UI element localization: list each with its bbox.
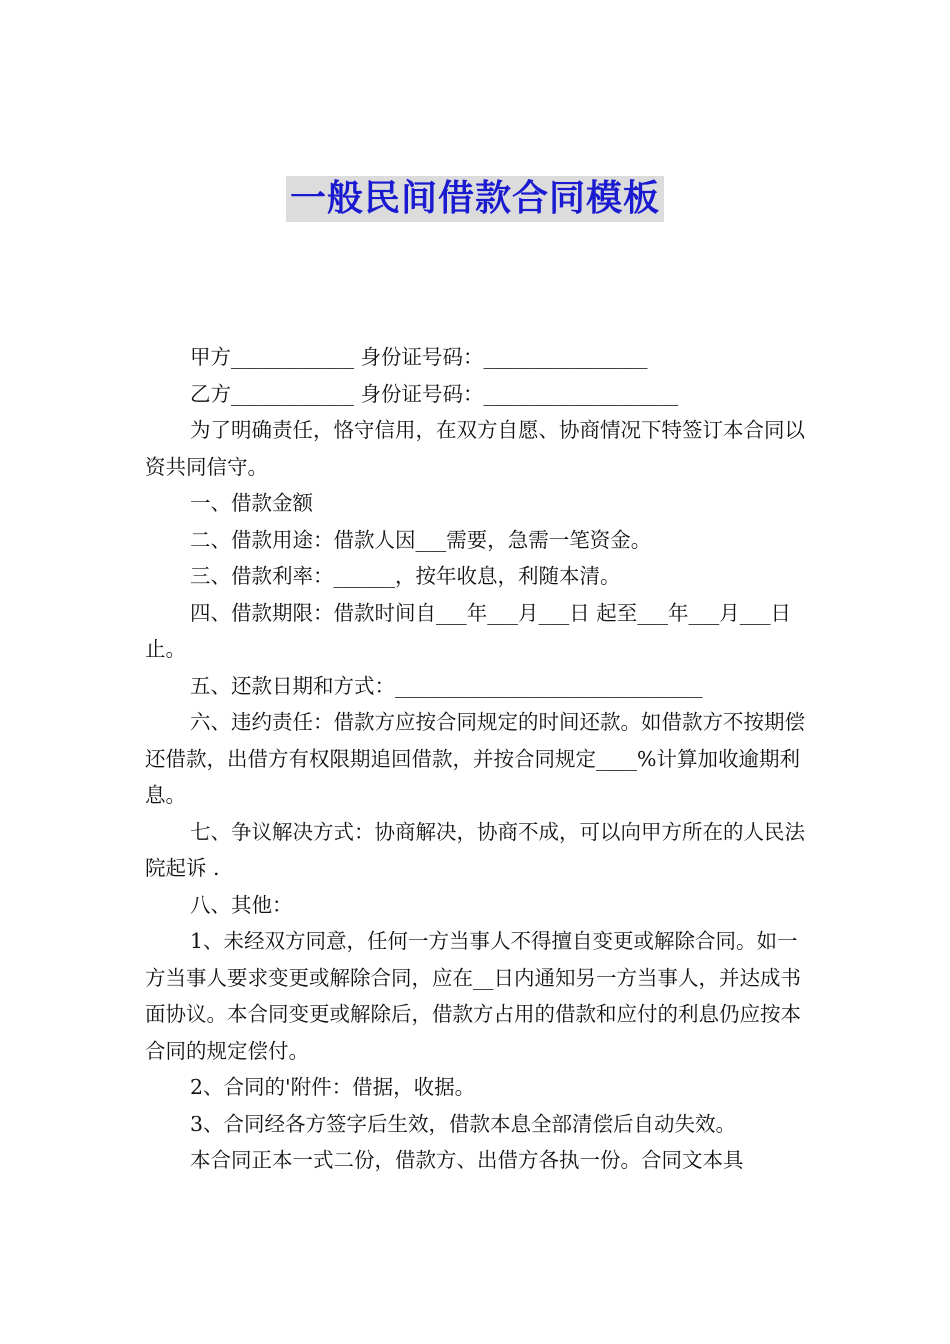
preamble-paragraph: 为了明确责任，恪守信用，在双方自愿、协商情况下特签订本合同以资共同信守。 — [145, 418, 805, 479]
clause-6-liability: 六、违约责任：借款方应按合同规定的时间还款。如借款方不按期偿还借款，出借方有权限期追回借款，并按合同规定____%计算加收逾期利息。 — [145, 710, 805, 807]
clause-2-purpose: 二、借款用途：借款人因___需要，急需一笔资金。 — [190, 527, 652, 552]
clause-4-term: 四、借款期限：借款时间自___年___月___日 起至___年___月___日止。 — [145, 600, 792, 661]
other-item-1: 1、未经双方同意，任何一方当事人不得擅自变更或解除合同。如一方当事人要求变更或解除合同，应在__日内通知另一方当事人，并达成书面协议。本合同变更或解除后，借款方占用的借款和应付的利息仍应按本合同的规定偿付。 — [145, 929, 801, 1063]
clause-7-dispute: 七、争议解决方式：协商解决，协商不成，可以向甲方所在的人民法院起诉 . — [145, 819, 805, 880]
clause-8-other: 八、其他： — [190, 892, 293, 917]
clause-1-amount: 一、借款金额 — [190, 491, 313, 515]
other-item-2: 2、合同的'附件：借据，收据。 — [190, 1075, 476, 1099]
document-body — [145, 339, 810, 1179]
title-container — [0, 176, 950, 222]
clause-3-rate: 三、借款利率：______，按年收息，利随本清。 — [190, 564, 621, 588]
party-b-line: 乙方____________ 身份证号码：___________________ — [190, 381, 679, 406]
copies-paragraph: 本合同正本一式二份，借款方、出借方各执一份。合同文本具 — [190, 1148, 744, 1172]
clause-5-repayment: 五、还款日期和方式：______________________________ — [190, 673, 703, 698]
party-a-line: 甲方____________ 身份证号码：________________ — [190, 345, 648, 369]
other-item-3: 3、合同经各方签字后生效，借款本息全部清偿后自动失效。 — [190, 1111, 737, 1136]
document-title: 一般民间借款合同模板 — [286, 176, 664, 222]
